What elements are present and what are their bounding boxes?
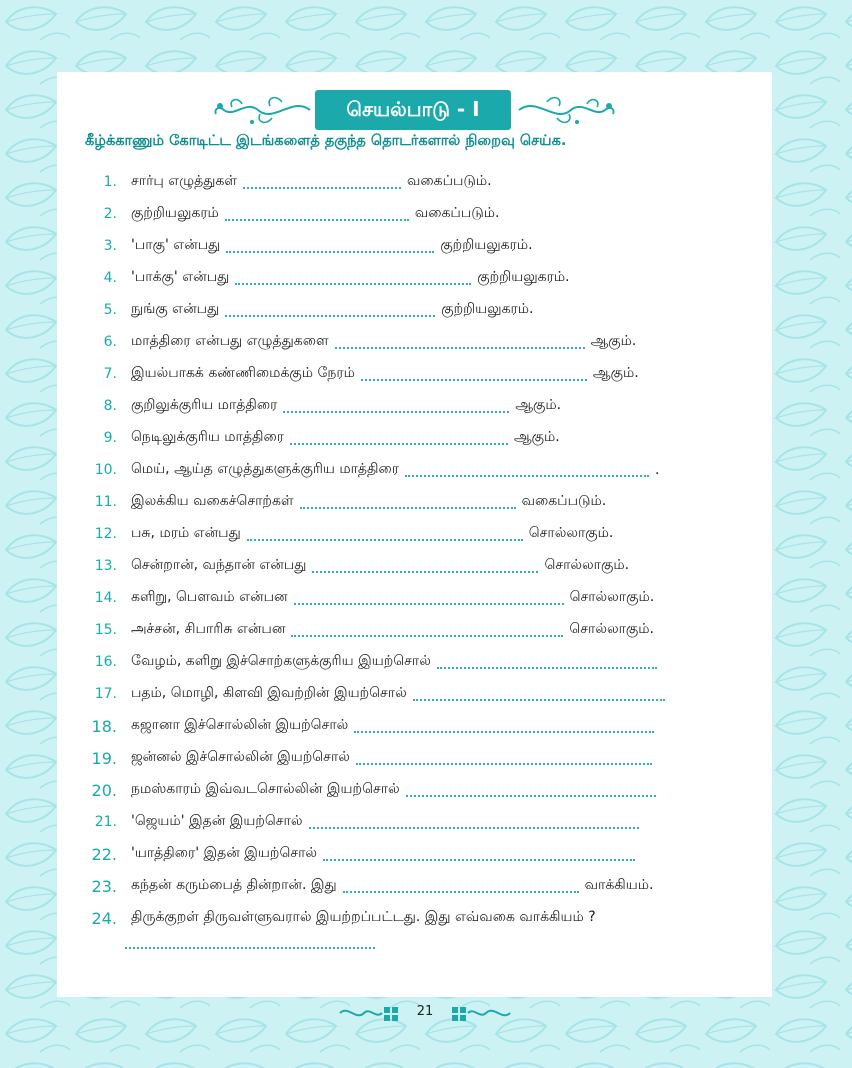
question-text: ஜன்னல் இச்சொல்லின் இயற்சொல் [131, 749, 350, 765]
question-item [57, 874, 772, 898]
question-number: 4. [103, 270, 117, 286]
answer-blank[interactable] [335, 336, 585, 349]
question-number: 6. [103, 334, 117, 350]
question-suffix: குற்றியலுகரம். [440, 237, 533, 253]
answer-blank[interactable] [291, 624, 563, 637]
answer-blank[interactable] [226, 240, 434, 253]
answer-blank[interactable] [235, 272, 471, 285]
question-number: 7. [103, 366, 117, 382]
question-number: 13. [94, 558, 117, 574]
question-number: 10. [94, 462, 117, 478]
question-text: 'ஜெயம்' இதன் இயற்சொல் [131, 813, 303, 829]
question-text: அச்சன், சிபாரிசு என்பன [131, 621, 286, 637]
question-item [57, 170, 772, 194]
question-number: 16. [94, 654, 117, 670]
answer-blank[interactable] [283, 400, 509, 413]
answer-blank[interactable] [356, 752, 652, 765]
page-footer [0, 1001, 852, 1025]
question-item [57, 202, 772, 226]
question-item [57, 426, 772, 450]
question-suffix: வாக்கியம். [584, 877, 654, 893]
question-suffix: ஆகும். [592, 365, 639, 381]
question-suffix: சொல்லாகும். [544, 557, 630, 573]
answer-blank[interactable] [125, 936, 375, 949]
question-text: திருக்குறள் திருவள்ளுவரால் இயற்றப்பட்டது. இது எவ்வகை வாக்கியம் ? [131, 909, 596, 925]
question-item [57, 266, 772, 290]
answer-blank[interactable] [405, 464, 649, 477]
answer-blank[interactable] [323, 848, 635, 861]
question-text: இயல்பாகக் கண்ணிமைக்கும் நேரம் [131, 365, 355, 381]
question-number: 1. [103, 174, 117, 190]
question-number: 8. [103, 398, 117, 414]
question-item [57, 650, 772, 674]
question-text: பசு, மரம் என்பது [131, 525, 241, 541]
answer-blank[interactable] [290, 432, 508, 445]
question-number: 15. [94, 622, 117, 638]
question-text: சார்பு எழுத்துகள் [131, 173, 237, 189]
question-number: 22. [91, 844, 117, 864]
question-suffix: ஆகும். [513, 429, 560, 445]
question-text: கந்தன் கரும்பைத் தின்றான். இது [131, 877, 337, 893]
answer-blank[interactable] [437, 656, 657, 669]
question-number: 19. [91, 748, 117, 768]
question-item [57, 618, 772, 642]
question-number: 2. [103, 206, 117, 222]
question-number: 21. [94, 814, 117, 830]
question-text: 'பாகு' என்பது [131, 237, 221, 253]
question-text: 'பாக்கு' என்பது [131, 269, 230, 285]
question-number: 24. [91, 908, 117, 928]
question-item [57, 234, 772, 258]
question-suffix: . [655, 462, 660, 478]
question-suffix: சொல்லாகும். [528, 525, 614, 541]
question-text: 'யாத்திரை' இதன் இயற்சொல் [131, 845, 318, 861]
question-item [57, 490, 772, 514]
question-number: 9. [103, 430, 117, 446]
question-text: நமஸ்காரம் இவ்வடசொல்லின் இயற்சொல் [131, 781, 400, 797]
question-number: 20. [91, 780, 117, 800]
question-item [57, 778, 772, 802]
left-footer-ornament-icon [338, 1003, 400, 1023]
question-text: நுங்கு என்பது [131, 301, 220, 317]
worksheet-page [57, 72, 772, 997]
left-flourish-icon [212, 92, 312, 128]
question-suffix: சொல்லாகும். [569, 589, 655, 605]
page-title: செயல்பாடு - I [315, 90, 511, 130]
question-text: களிறு, பௌவம் என்பன [131, 589, 288, 605]
question-text: மாத்திரை என்பது எழுத்துகளை [131, 333, 329, 349]
question-suffix: ஆகும். [515, 397, 562, 413]
right-flourish-icon [517, 92, 617, 128]
question-text: சென்றான், வந்தான் என்பது [131, 557, 307, 573]
question-text: குற்றியலுகரம் [131, 205, 219, 221]
answer-blank[interactable] [243, 176, 401, 189]
question-item [57, 362, 772, 386]
question-item [57, 394, 772, 418]
question-item [57, 458, 772, 482]
question-item [57, 554, 772, 578]
answer-blank[interactable] [413, 688, 665, 701]
question-suffix: ஆகும். [590, 333, 637, 349]
question-suffix: வகைப்படும். [521, 493, 607, 509]
answer-blank[interactable] [300, 496, 516, 509]
question-suffix: குற்றியலுகரம். [477, 269, 570, 285]
question-item [57, 586, 772, 610]
title-area [57, 90, 772, 130]
question-item [57, 746, 772, 770]
answer-blank[interactable] [354, 720, 654, 733]
question-number: 23. [91, 876, 117, 896]
question-suffix: குற்றியலுகரம். [441, 301, 534, 317]
question-text: இலக்கிய வகைச்சொற்கள் [131, 493, 294, 509]
question-text: நெடிலுக்குரிய மாத்திரை [131, 429, 284, 445]
question-number: 17. [94, 686, 117, 702]
answer-blank[interactable] [225, 304, 435, 317]
answer-blank[interactable] [247, 528, 523, 541]
question-suffix: வகைப்படும். [414, 205, 500, 221]
answer-blank[interactable] [343, 880, 579, 893]
question-text: மெய், ஆய்த எழுத்துகளுக்குரிய மாத்திரை [131, 461, 399, 477]
page-number: 21 [416, 1004, 434, 1019]
answer-blank[interactable] [225, 208, 409, 221]
question-text: கஜானா இச்சொல்லின் இயற்சொல் [131, 717, 349, 733]
question-item [57, 842, 772, 866]
instruction-text: கீழ்க்காணும் கோடிட்ட இடங்களைத் தகுந்த தொடர்களால் நிறைவு செய்க. [85, 133, 567, 149]
question-text: பதம், மொழி, கிளவி இவற்றின் இயற்சொல் [131, 685, 407, 701]
answer-blank[interactable] [312, 560, 538, 573]
question-item [57, 714, 772, 738]
question-item [57, 906, 772, 930]
question-item [57, 522, 772, 546]
question-suffix: வகைப்படும். [406, 173, 492, 189]
question-number: 18. [91, 716, 117, 736]
question-text: வேழம், களிறு இச்சொற்களுக்குரிய இயற்சொல் [131, 653, 431, 669]
answer-blank[interactable] [406, 784, 656, 797]
question-item [57, 330, 772, 354]
question-number: 12. [94, 526, 117, 542]
answer-blank[interactable] [294, 592, 564, 605]
answer-blank[interactable] [361, 368, 587, 381]
question-item [57, 682, 772, 706]
question-item [57, 810, 772, 834]
question-number: 11. [94, 494, 117, 510]
question-number: 3. [103, 238, 117, 254]
question-number: 14. [94, 590, 117, 606]
question-text: குறிலுக்குரிய மாத்திரை [131, 397, 278, 413]
question-item [57, 298, 772, 322]
question-suffix: சொல்லாகும். [569, 621, 654, 637]
question-number: 5. [103, 302, 117, 318]
answer-blank[interactable] [309, 816, 639, 829]
right-footer-ornament-icon [450, 1003, 512, 1023]
